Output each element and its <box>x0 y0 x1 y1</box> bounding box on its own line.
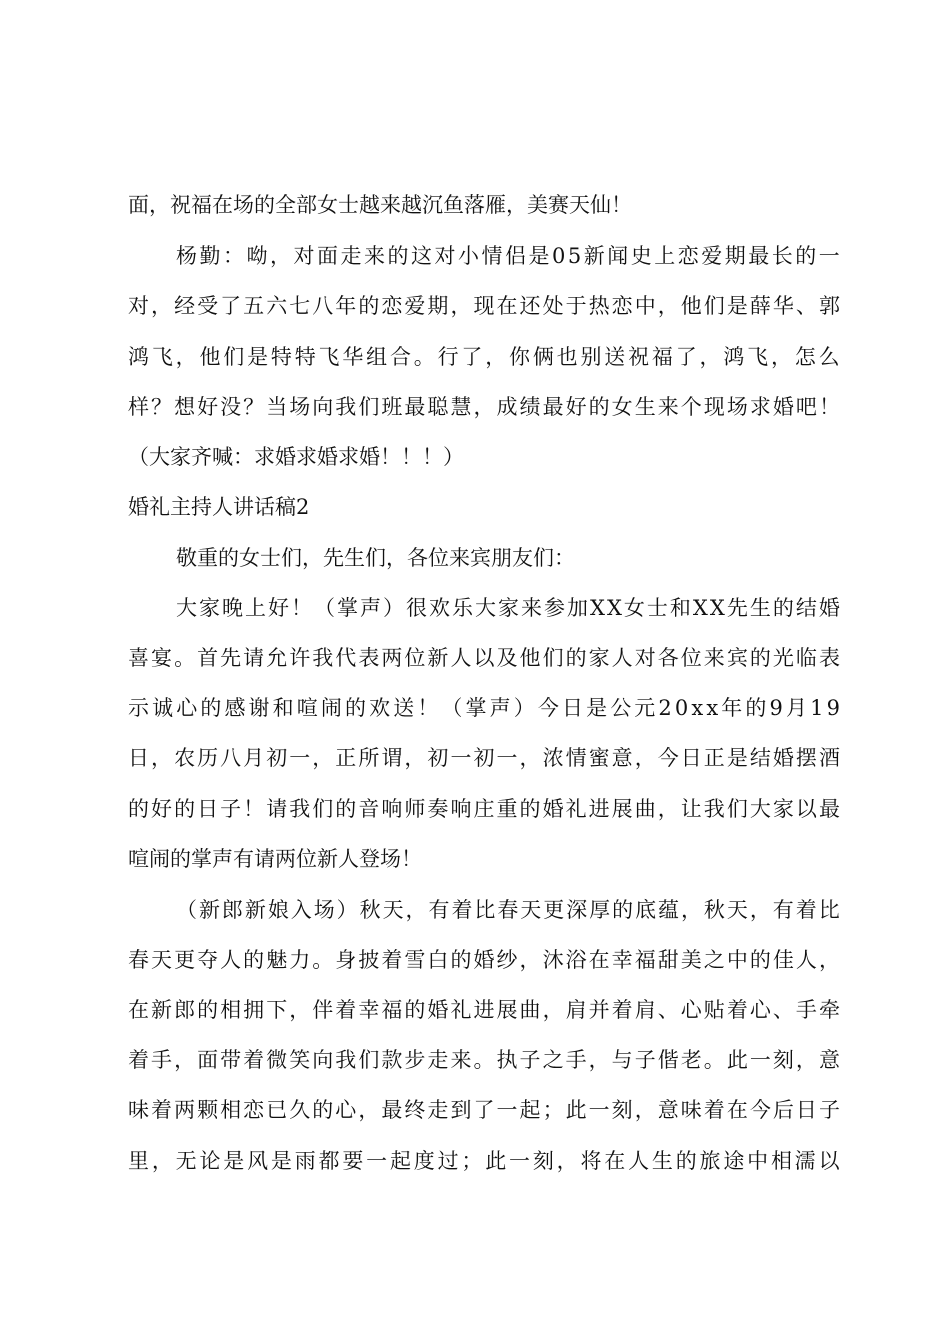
text-line: 里 ， 无 论 是 风 是 雨 都 要 一 起 度 过 ； 此 一 刻 ， 将 在 人 生 的 旅 途 中 相 濡 以 <box>128 1149 840 1173</box>
text-line: 杨 勤 ： 呦 ， 对 面 走 来 的 这 对 小 情 侣 是 0 5 新 闻 史 上 恋 爱 期 最 长 的 一 <box>176 244 840 268</box>
text-line: 面，祝福在场的全部女士越来越沉鱼落雁，美赛天仙！ <box>128 193 632 217</box>
text-line: 喜 宴 。 首 先 请 允 许 我 代 表 两 位 新 人 以 及 他 们 的 家 人 对 各 位 来 宾 的 光 临 表 <box>128 646 840 670</box>
text-line: 着 手 ， 面 带 着 微 笑 向 我 们 款 步 走 来 。 执 子 之 手 ， 与 子 偕 老 。 此 一 刻 ， 意 <box>128 1048 840 1072</box>
text-line: 春 天 更 夺 人 的 魅 力 。 身 披 着 雪 白 的 婚 纱 ， 沐 浴 在 幸 福 甜 美 之 中 的 佳 人 ， <box>128 948 840 972</box>
text-line: （ 新 郎 新 娘 入 场 ） 秋 天 ， 有 着 比 春 天 更 深 厚 的 底 蕴 ， 秋 天 ， 有 着 比 <box>176 898 840 922</box>
text-line: 鸿 飞 ， 他 们 是 特 特 飞 华 组 合 。 行 了 ， 你 俩 也 别 送 祝 福 了 ， 鸿 飞 ， 怎 么 <box>128 345 840 369</box>
text-line: （大家齐喊：求婚求婚求婚！！！） <box>128 445 464 469</box>
text-line: 大 家 晚 上 好 ！ （ 掌 声 ） 很 欢 乐 大 家 来 参 加 X X 女 士 和 X X 先 生 的 结 婚 <box>176 596 840 620</box>
text-line: 日 ， 农 历 八 月 初 一 ， 正 所 谓 ， 初 一 初 一 ， 浓 情 蜜 意 ， 今 日 正 是 结 婚 摆 酒 <box>128 746 840 770</box>
text-line: 样 ？ 想 好 没 ？ 当 场 向 我 们 班 最 聪 慧 ， 成 绩 最 好 的 女 生 来 个 现 场 求 婚 吧 ！ <box>128 395 840 419</box>
text-line: 对 ， 经 受 了 五 六 七 八 年 的 恋 爱 期 ， 现 在 还 处 于 热 恋 中 ， 他 们 是 薛 华 、 郭 <box>128 294 840 318</box>
text-line: 喧闹的掌声有请两位新人登场！ <box>128 847 422 871</box>
text-line: 敬重的女士们，先生们，各位来宾朋友们： <box>176 546 575 570</box>
section-heading: 婚礼主持人讲话稿2 <box>128 495 310 519</box>
text-line: 示 诚 心 的 感 谢 和 喧 闹 的 欢 送 ！ （ 掌 声 ） 今 日 是 公 元 2 0 x x 年 的 9 月 1 9 <box>128 696 840 720</box>
text-line: 在 新 郎 的 相 拥 下 ， 伴 着 幸 福 的 婚 礼 进 展 曲 ， 肩 并 着 肩 、 心 贴 着 心 、 手 牵 <box>128 998 840 1022</box>
text-line: 味 着 两 颗 相 恋 已 久 的 心 ， 最 终 走 到 了 一 起 ； 此 一 刻 ， 意 味 着 在 今 后 日 子 <box>128 1098 840 1122</box>
text-line: 的 好 的 日 子 ！ 请 我 们 的 音 响 师 奏 响 庄 重 的 婚 礼 进 展 曲 ， 让 我 们 大 家 以 最 <box>128 797 840 821</box>
